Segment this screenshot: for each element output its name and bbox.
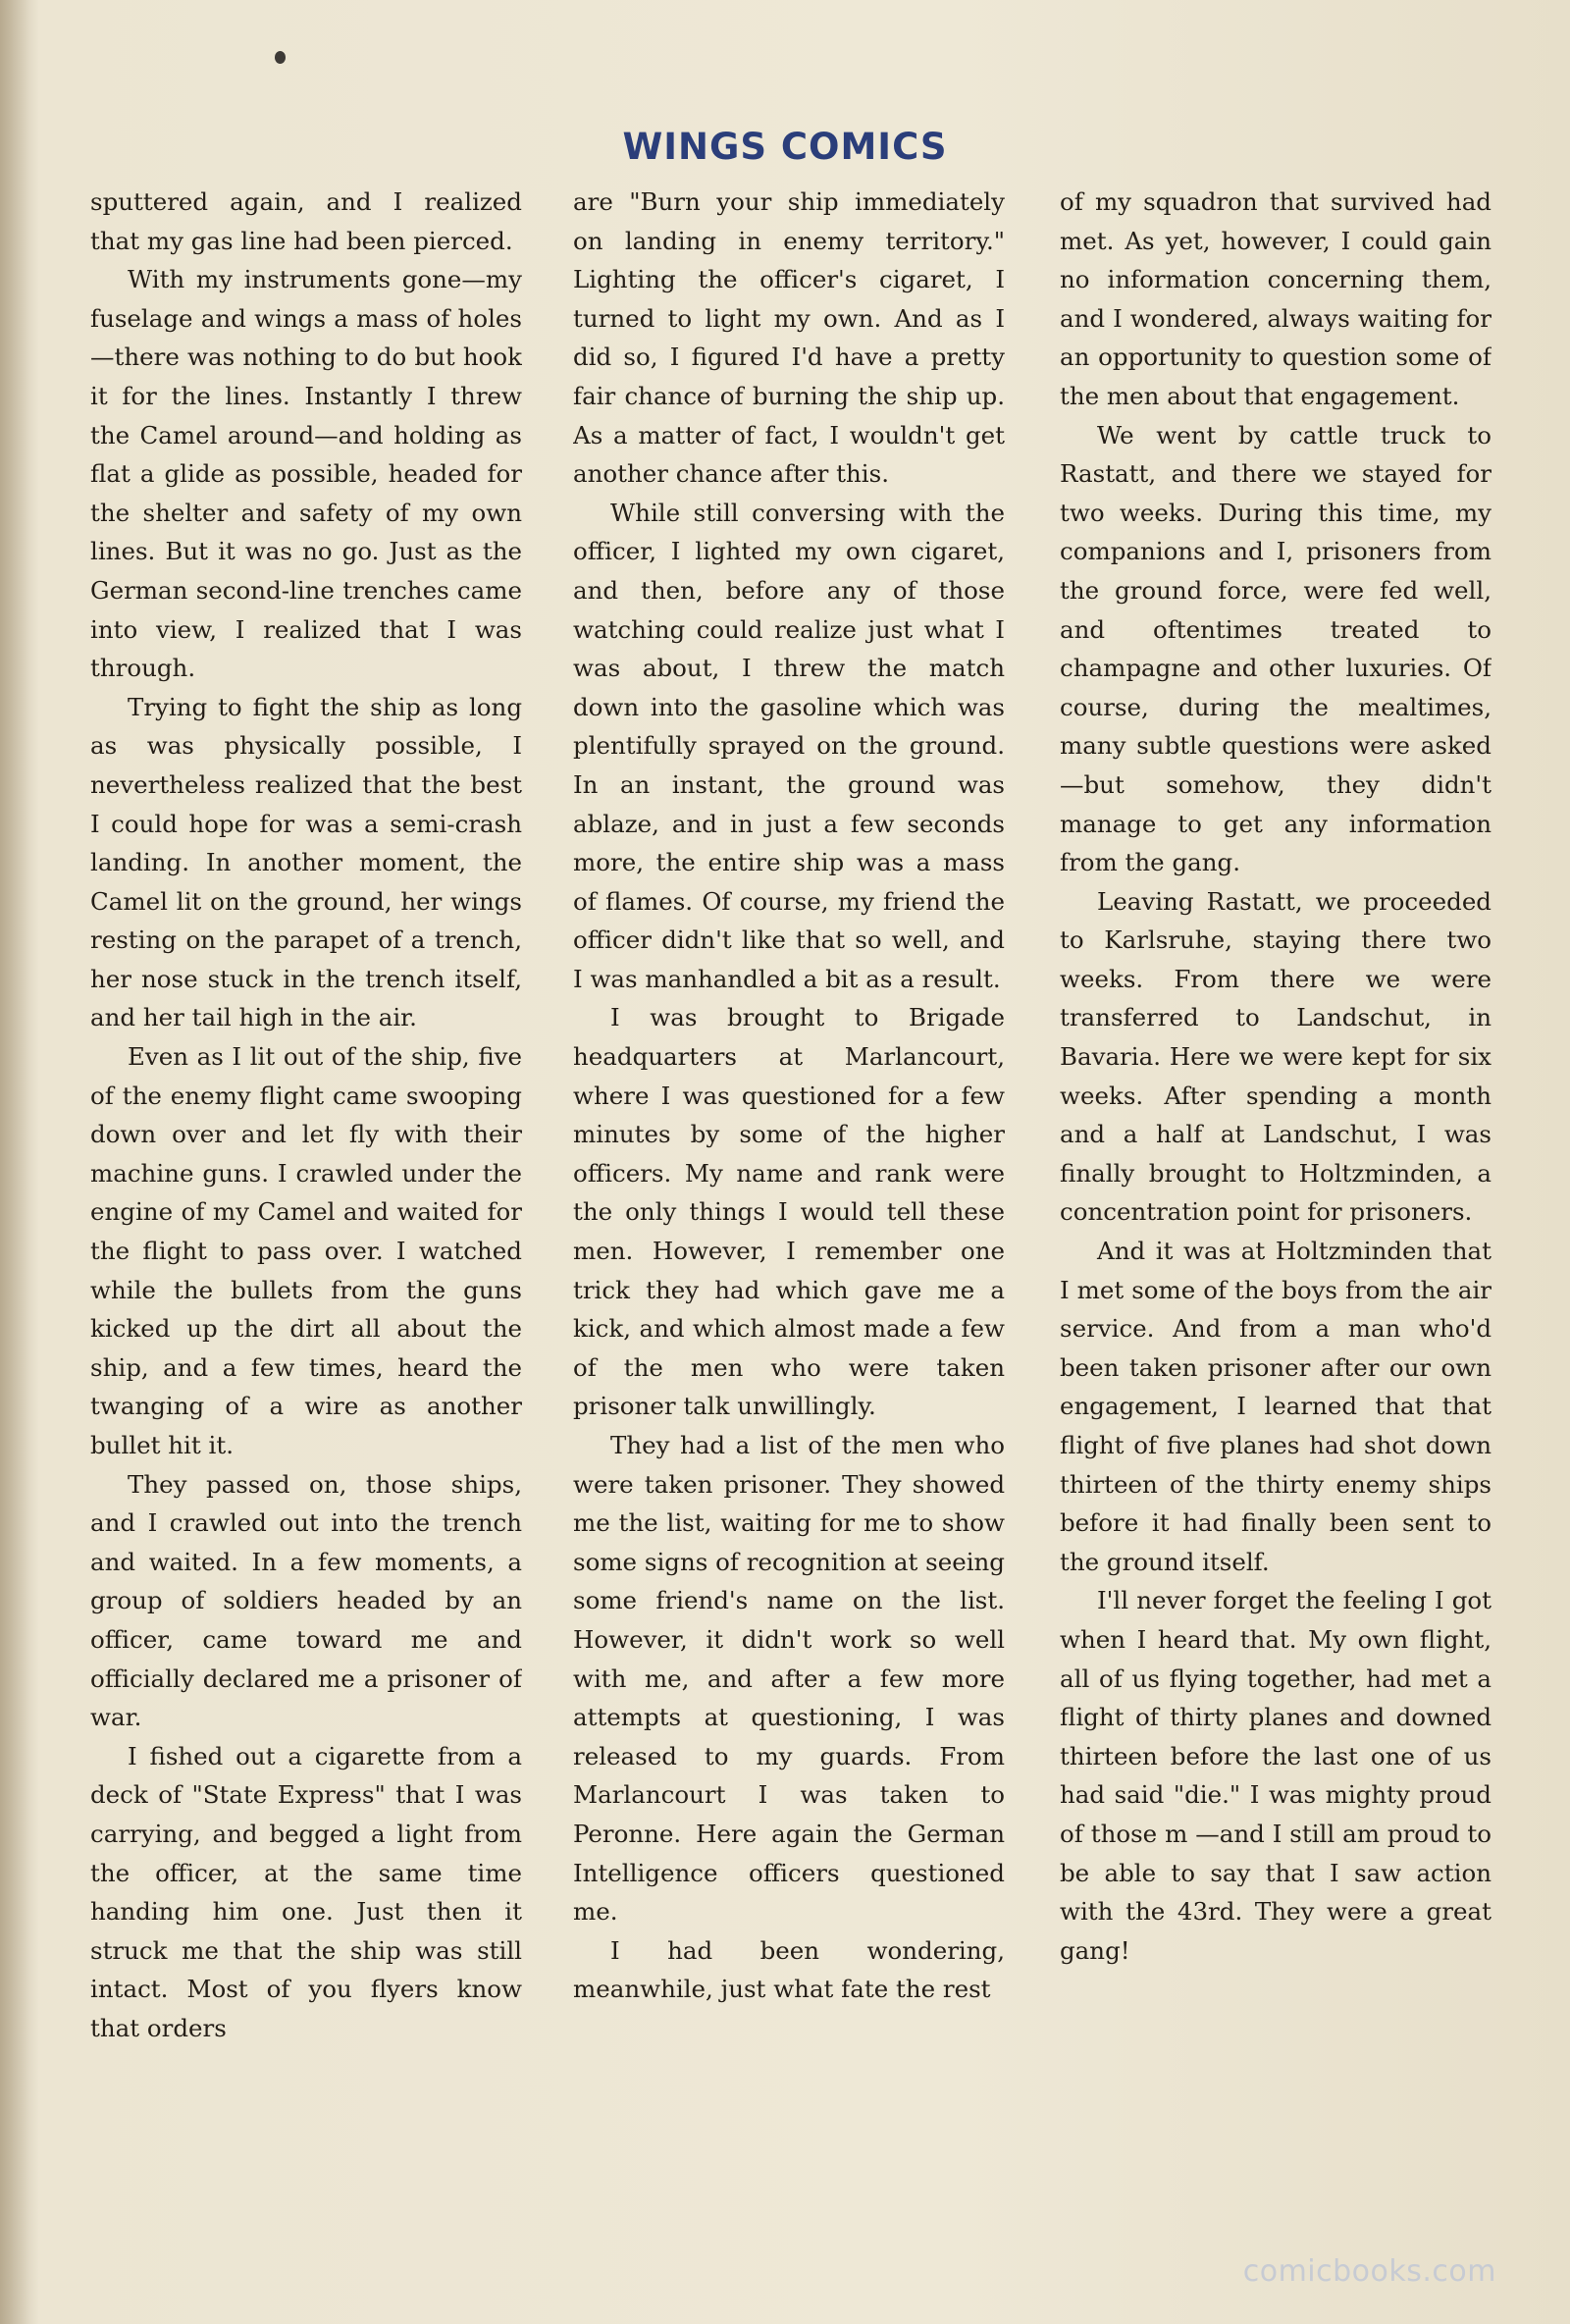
page-title: WINGS COMICS <box>622 126 948 168</box>
paragraph: They passed on, those ships, and I crawled out into the trench and waited. In a few moments, a group of soldiers headed by an officer, came toward me and officially declared me a prisoner of war. <box>90 1469 522 1732</box>
spine-shadow <box>0 0 39 2324</box>
paragraph: They had a list of the men who were taken prisoner. They showed me the list, waiting for me to show some signs of recognition at seeing some friend's name on the list. However, it didn't work so well with me, and after a few more attempts at questioning, I was released to my guards. From Marlancourt I was taken to Peronne. Here again the German Intelligence officers questioned me. <box>573 1431 1005 1927</box>
paragraph: While still conversing with the officer, I lighted my own cigaret, and then, before any of those watching could realize just what I was about, I threw the match down into the gasoline which was plentifully sprayed on the ground. In an instant, the ground was ablaze, and in just a few seconds more, the entire ship was a mass of flames. Of course, my friend the officer didn't like that so well, and I was manhandled a bit as a result. <box>573 498 1005 993</box>
text-column-1 <box>90 183 522 2194</box>
paragraph: of my squadron that survived had met. As yet, however, I could gain no information concerning them, and I wondered, always waiting for an opportunity to question some of the men about that engagement. <box>1060 187 1492 410</box>
paragraph: I had been wondering, meanwhile, just what fate the rest <box>573 1935 1005 2004</box>
watermark: comicbooks.com <box>1242 2254 1496 2289</box>
paragraph: sputtered again, and I realized that my gas line had been pierced. <box>90 187 522 255</box>
paragraph: I was brought to Brigade headquarters at Marlancourt, where I was questioned for a few minutes by some of the higher officers. My name and rank were the only things I would tell these men. However, I remember one trick they had which gave me a kick, and which almost made a few of the men who were taken prisoner talk unwillingly. <box>573 1003 1005 1421</box>
paragraph: With my instruments gone—my fuselage and wings a mass of holes—there was nothing to do but hook it for the lines. Instantly I threw the Camel around—and holding as flat a glide as possible, headed for the shelter and safety of my own lines. But it was no go. Just as the German second-line trenches came into view, I realized that I was through. <box>90 265 522 683</box>
paragraph: And it was at Holtzminden that I met some of the boys from the air service. And from a man who'd been taken prisoner after our own engagement, I learned that that flight of five planes had shot down thirteen of the thirty enemy ships before it had finally been sent to the ground itself. <box>1060 1237 1492 1576</box>
paragraph: I'll never forget the feeling I got when I heard that. My own flight, all of us flying together, had met a flight of thirty planes and downed thirteen before the last one of us had said "die." I was mighty proud of those m —and I still am proud to be able to say that I saw action with the 43rd. They were a great gang! <box>1060 1586 1492 1965</box>
text-column-3 <box>1060 183 1492 2194</box>
paragraph: We went by cattle truck to Rastatt, and there we stayed for two weeks. During this time, my companions and I, prisoners from the ground force, were fed well, and oftentimes treated to champagne and other luxuries. Of course, during the mealtimes, many subtle questions were asked—but somehow, they didn't manage to get any information from the gang. <box>1060 420 1492 877</box>
ink-dot <box>275 51 286 64</box>
paragraph: are "Burn your ship immediately on landing in enemy territory." Lighting the officer's cigaret, I turned to light my own. And as I did so, I figured I'd have a pretty fair chance of burning the ship up. As a matter of fact, I wouldn't get another chance after this. <box>573 187 1005 489</box>
paragraph: Leaving Rastatt, we proceeded to Karlsruhe, staying there two weeks. From there we were transferred to Landschut, in Bavaria. Here we were kept for six weeks. After spending a month and a half at Landschut, I was finally brought to Holtzminden, a concentration point for prisoners. <box>1060 886 1492 1227</box>
text-column-2 <box>573 183 1005 2194</box>
paragraph: Even as I lit out of the ship, five of the enemy flight came swooping down over and let fly with their machine guns. I crawled under the engine of my Camel and waited for the flight to pass over. I watched while the bullets from the guns kicked up the dirt all about the ship, and a few times, heard the twanging of a wire as another bullet hit it. <box>90 1042 522 1459</box>
paragraph: I fished out a cigarette from a deck of "State Express" that I was carrying, and begged a light from the officer, at the same time handing him one. Just then it struck me that the ship was still intact. Most of you flyers know that orders <box>90 1741 522 2042</box>
paragraph: Trying to fight the ship as long as was physically possible, I nevertheless realized that the best I could hope for was a semi-crash landing. In another moment, the Camel lit on the ground, her wings resting on the parapet of a trench, her nose stuck in the trench itself, and her tail high in the air. <box>90 692 522 1032</box>
